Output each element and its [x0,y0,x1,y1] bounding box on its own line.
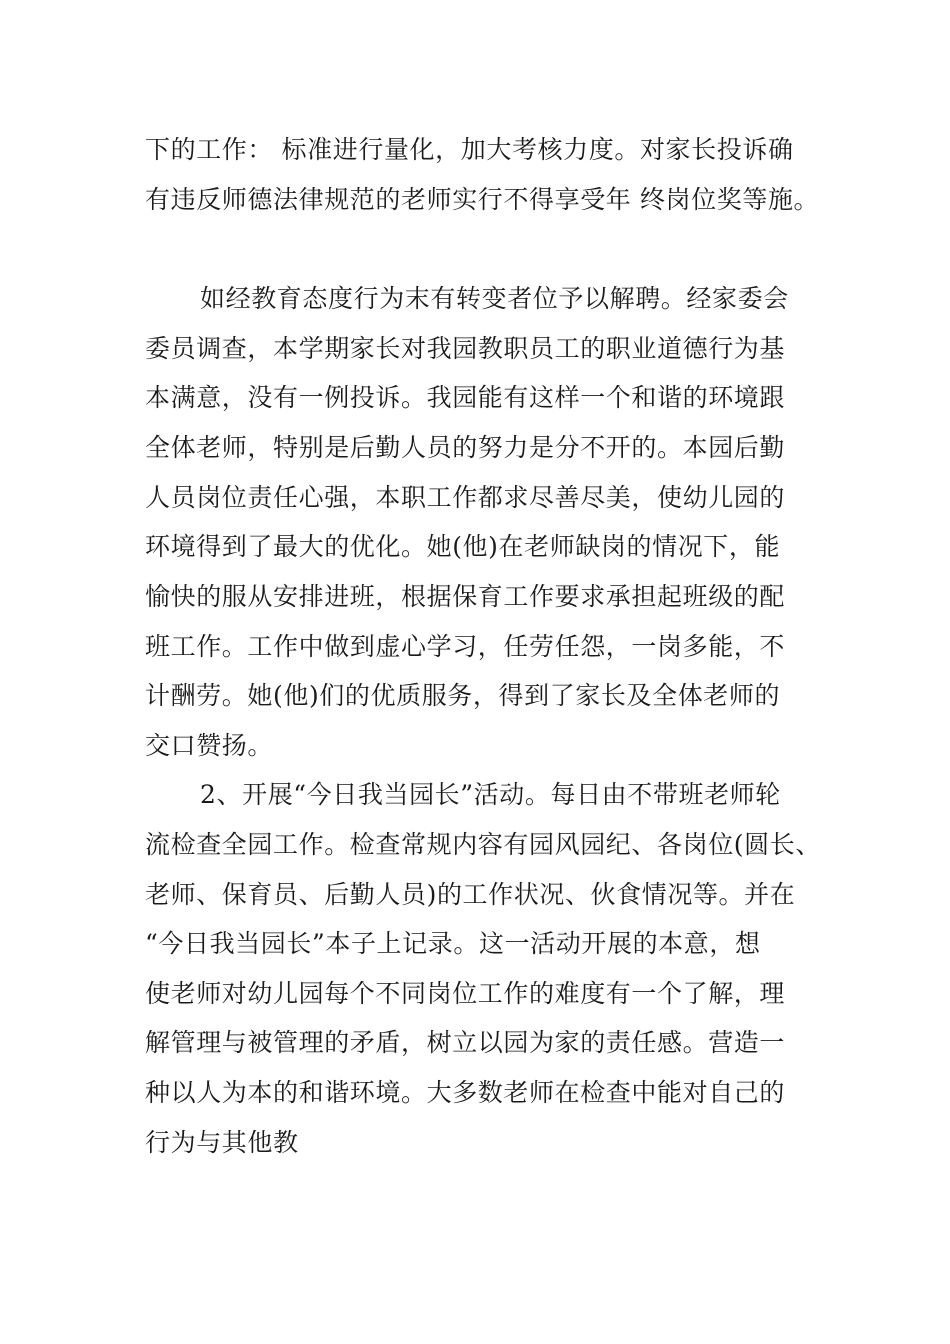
text-line: 交口赞扬。 [145,731,274,760]
text-line: 全体老师，特别是后勤人员的努力是分不开的。本园后勤 [145,433,786,462]
text-line: 愉快的服从安排进班，根据保育工作要求承担起班级的配 [145,582,786,611]
text-line: 2、开展“今日我当园长”活动。每日由不带班老师轮 [200,780,781,809]
text-line: 环境得到了最大的优化。她(他)在老师缺岗的情况下，能 [145,532,781,561]
text-line: 委员调查，本学期家长对我园教职员工的职业道德行为基 [145,334,786,363]
text-line: 下的工作： 标准进行量化，加大考核力度。对家长投诉确 [145,135,794,164]
text-line: 班工作。工作中做到虚心学习，任劳任怨，一岗多能，不 [145,632,786,661]
text-line: 行为与其他教 [145,1128,299,1157]
text-line: 老师、保育员、后勤人员)的工作状况、伙食情况等。并在 [145,880,796,909]
text-line: 种以人为本的和谐环境。大多数老师在检查中能对自己的 [145,1078,786,1107]
text-line: 解管理与被管理的矛盾，树立以园为家的责任感。营造一 [145,1028,786,1057]
text-line: 本满意，没有一例投诉。我园能有这样一个和谐的环境跟 [145,383,786,412]
text-line: 有违反师德法律规范的老师实行不得享受年 终岗位奖等施。 [145,185,820,214]
text-line: 如经教育态度行为末有转变者位予以解聘。经家委会 [200,284,789,313]
text-line: 人员岗位责任心强，本职工作都求尽善尽美，使幼儿园的 [145,483,786,512]
text-line: 计酬劳。她(他)们的优质服务，得到了家长及全体老师的 [145,681,781,710]
text-line: 流检查全园工作。检查常规内容有园风园纪、各岗位(圆长、 [145,830,821,859]
text-line: “今日我当园长”本子上记录。这一活动开展的本意，想 [145,929,761,958]
text-line: 使老师对幼儿园每个不同岗位工作的难度有一个了解，理 [145,979,786,1008]
